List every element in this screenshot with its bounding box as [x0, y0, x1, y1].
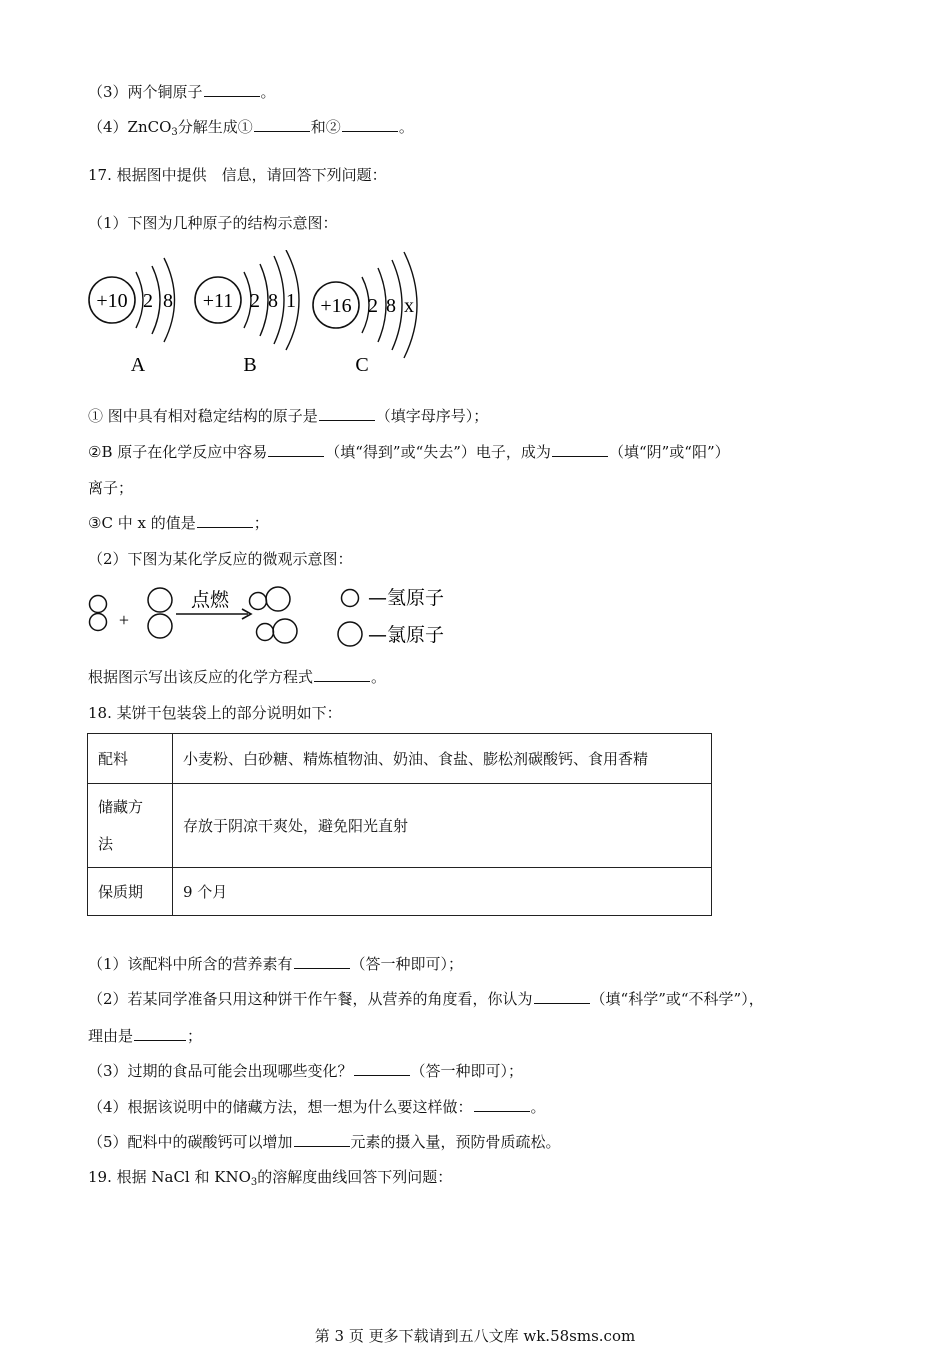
legend-chlorine [338, 622, 444, 646]
q17-sub1: ① 图中具有相对稳定结构的原子是 （填字母序号）； [88, 407, 489, 425]
table-key: 储藏方法 [88, 784, 173, 868]
shell-b-2: 8 [268, 290, 278, 312]
table-row [88, 734, 712, 784]
answer-blank[interactable] [552, 442, 608, 457]
legend-chlorine-label: —氯原子 [368, 624, 445, 646]
legend-hydrogen [342, 587, 445, 609]
answer-blank[interactable] [314, 667, 370, 682]
q17-part2-intro: （2）下图为某化学反应的微观示意图： [88, 550, 353, 568]
table-value: 9 个月 [173, 868, 712, 916]
answer-blank[interactable] [354, 1061, 410, 1076]
table-value: 小麦粉、白砂糖、精炼植物油、奶油、食盐、膨松剂碳酸钙、食用香精 [173, 734, 712, 784]
answer-blank[interactable] [268, 442, 324, 457]
q16-part4: （4）ZnCO$_3$分解生成① 和② 。 [88, 118, 414, 138]
table-key: 配料 [88, 734, 173, 784]
q17-sub2: ②B 原子在化学反应中容易 （填“得到”或“失去”）电子，成为 （填“阴”或“阳”） [88, 443, 730, 461]
q17-sub3: ③C 中 x 的值是 ； [88, 514, 269, 532]
atom-c [313, 252, 417, 376]
hcl-molecule [250, 587, 291, 611]
answer-blank[interactable] [534, 989, 590, 1004]
q18-sub4: （4）根据该说明中的储藏方法，想一想为什么要这样做： 。 [88, 1098, 546, 1116]
nucleus-b: +11 [202, 290, 234, 312]
q18-sub1: （1）该配料中所含的营养素有 （答一种即可）； [88, 955, 464, 973]
answer-blank[interactable] [204, 82, 260, 97]
q18-sub5: （5）配料中的碳酸钙可以增加 元素的摄入量，预防骨质疏松。 [88, 1133, 561, 1151]
answer-blank[interactable] [319, 406, 375, 421]
q18-sub2-cont: 理由是 ； [88, 1027, 203, 1045]
q17-equation-prompt: 根据图示写出该反应的化学方程式 。 [88, 668, 387, 686]
answer-blank[interactable] [342, 117, 398, 132]
table-row [88, 784, 712, 868]
reaction-condition: 点燃 [190, 589, 230, 611]
hydrogen-molecule [90, 596, 107, 631]
label-c: C [355, 354, 369, 376]
answer-blank[interactable] [294, 954, 350, 969]
atom-structure-diagram [80, 250, 440, 385]
page-footer: 第 3 页 更多下载请到五八文库 wk.58sms.com [314, 1327, 636, 1345]
atom-a [89, 258, 175, 376]
table-key: 保质期 [88, 868, 173, 916]
q17-heading: 17. 根据图中提供 信息，请回答下列问题： [88, 166, 387, 184]
plus-sign: + [118, 610, 130, 630]
legend-hydrogen-label: —氢原子 [368, 587, 445, 609]
shell-b-3: 1 [286, 290, 296, 312]
answer-blank[interactable] [197, 513, 253, 528]
q18-sub2: （2）若某同学准备只用这种饼干作午餐，从营养的角度看，你认为 （填“科学”或“不科学”）， [88, 990, 764, 1008]
q17-sub2-cont: 离子； [88, 479, 134, 497]
label-b: B [243, 354, 257, 376]
answer-blank[interactable] [474, 1097, 530, 1112]
atom-b [195, 250, 299, 376]
shell-b-1: 2 [250, 290, 260, 312]
biscuit-label-table [87, 733, 712, 916]
shell-a-1: 2 [143, 290, 153, 312]
q18-heading: 18. 某饼干包装袋上的部分说明如下： [88, 704, 342, 722]
chlorine-molecule [148, 588, 172, 638]
q17-part1-intro: （1）下图为几种原子的结构示意图： [88, 214, 338, 232]
q16-part3: （3）两个铜原子 。 [88, 83, 276, 101]
answer-blank[interactable] [134, 1026, 186, 1041]
table-value: 存放于阴凉干爽处，避免阳光直射 [173, 784, 712, 868]
hcl-molecule [257, 619, 298, 643]
shell-c-2: 8 [386, 295, 396, 317]
shell-c-1: 2 [368, 295, 378, 317]
q18-sub3: （3）过期的食品可能会出现哪些变化？ （答一种即可）； [88, 1062, 524, 1080]
shell-a-2: 8 [163, 290, 173, 312]
table-row [88, 868, 712, 916]
nucleus-c: +16 [320, 295, 352, 317]
answer-blank[interactable] [254, 117, 310, 132]
answer-blank[interactable] [294, 1132, 350, 1147]
label-a: A [130, 354, 146, 376]
nucleus-a: +10 [96, 290, 128, 312]
reaction-micro-diagram [84, 582, 484, 648]
shell-c-3: x [404, 295, 414, 317]
q19-heading: 19. 根据 NaCl 和 $KNO_3$的溶解度曲线回答下列问题： [88, 1168, 453, 1188]
